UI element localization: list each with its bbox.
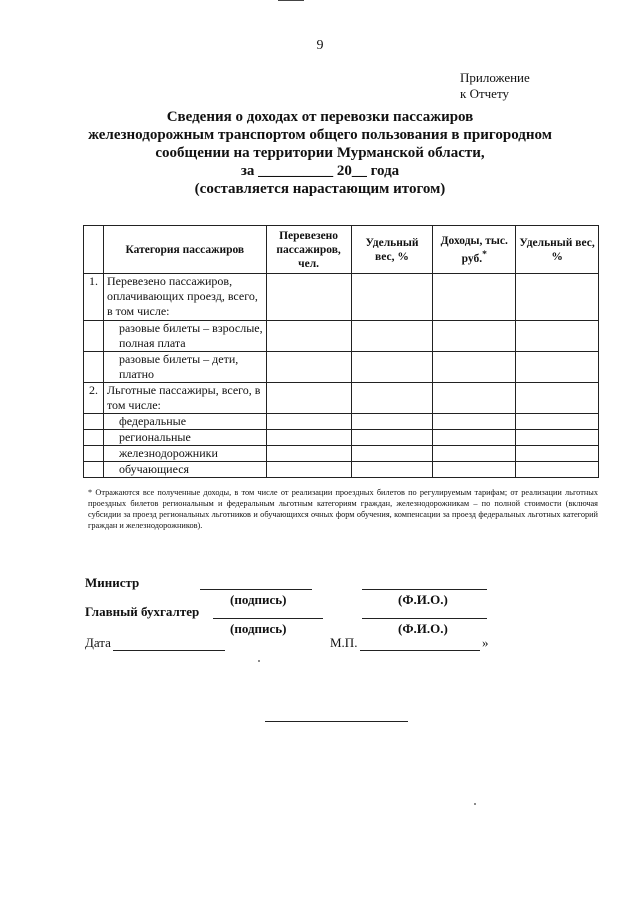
table-row [84,321,599,352]
scan-speck [474,803,476,805]
cell-income[interactable] [433,446,516,462]
cell-share-2[interactable] [516,274,599,321]
chief-accountant-label: Главный бухгалтер [85,604,200,619]
title-line-1: Сведения о доходах от перевозки пассажиров [166,109,474,125]
cell-income[interactable] [433,462,516,478]
stamp-label: М.П. [330,635,358,650]
cell-passengers[interactable] [266,274,351,321]
row-number [84,446,104,462]
appendix-line-2: к Отчету [460,86,509,101]
closing-quote: » [482,635,489,650]
row-label: региональные [103,430,266,446]
bottom-separator-line [265,721,408,722]
table-row [84,462,599,478]
appendix-line-1: Приложение [460,70,530,85]
cell-share-2[interactable] [516,414,599,430]
cell-income[interactable] [433,430,516,446]
stamp-line[interactable] [360,650,480,651]
cell-share-1[interactable] [351,321,433,352]
cell-passengers[interactable] [266,430,351,446]
row-number [84,430,104,446]
cell-passengers[interactable] [266,462,351,478]
table-row [84,430,599,446]
cell-income[interactable] [433,383,516,414]
row-label: обучающиеся [103,462,266,478]
page-number: 9 [316,38,324,53]
cell-share-2[interactable] [516,446,599,462]
row-number [84,352,104,383]
table-header-row [84,226,599,274]
accountant-signature-line[interactable] [213,618,323,619]
cell-share-1[interactable] [351,274,433,321]
row-number [84,321,104,352]
row-number: 2. [84,383,104,414]
table-row [84,352,599,383]
title-line-4: за __________ 20__ года [240,163,400,179]
title-line-3: сообщении на территории Мурманской области, [155,145,485,161]
minister-signature-line[interactable] [200,589,312,590]
row-number [84,414,104,430]
cell-share-1[interactable] [351,414,433,430]
table-row [84,414,599,430]
table-row [84,274,599,321]
scan-speck [258,660,260,662]
cell-passengers[interactable] [266,321,351,352]
row-number: 1. [84,274,104,321]
header-share-2: Удельный вес, % [516,226,599,274]
cell-passengers[interactable] [266,383,351,414]
date-line[interactable] [113,650,225,651]
cell-passengers[interactable] [266,414,351,430]
footnote: * Отражаются все полученные доходы, в том числе от реализации проездных билетов по регулируемым тарифам; от реализации льготных проездных билетов региональным и федеральным льготным категориям граждан, железнодорожникам – по полной стоимости (включая субсидии за проезд региональных льготников и обучающихся очных форм обучения, компенсации за проезд федеральных льготных категорий граждан и железнодорожников). [88,488,598,530]
minister-name-line[interactable] [362,589,487,590]
header-num [84,226,104,274]
cell-share-2[interactable] [516,352,599,383]
row-label: Льготные пассажиры, всего, в том числе: [103,383,266,414]
accountant-signature-caption: (подпись) [230,621,287,636]
table-row [84,446,599,462]
document-title [40,108,600,198]
cell-share-2[interactable] [516,383,599,414]
minister-signature-caption: (подпись) [230,592,287,607]
cell-income[interactable] [433,352,516,383]
accountant-name-line[interactable] [362,618,487,619]
header-passengers: Перевезено пассажиров, чел. [266,226,351,274]
cell-share-2[interactable] [516,321,599,352]
cell-share-1[interactable] [351,383,433,414]
row-label: разовые билеты – дети, платно [103,352,266,383]
cell-income[interactable] [433,274,516,321]
cell-passengers[interactable] [266,446,351,462]
income-footnote-mark: * [482,248,487,260]
header-category: Категория пассажиров [103,226,266,274]
cell-share-1[interactable] [351,462,433,478]
table-row [84,383,599,414]
row-label: Перевезено пассажиров, оплачивающих проезд, всего, в том числе: [103,274,266,321]
cell-share-2[interactable] [516,430,599,446]
accountant-name-caption: (Ф.И.О.) [398,621,448,636]
cell-income[interactable] [433,321,516,352]
row-label: федеральные [103,414,266,430]
row-number [84,462,104,478]
appendix-note [460,70,530,102]
date-label: Дата [85,635,111,650]
top-edge-line [278,0,304,1]
cell-income[interactable] [433,414,516,430]
cell-share-2[interactable] [516,462,599,478]
cell-share-1[interactable] [351,430,433,446]
minister-label: Министр [85,575,140,590]
cell-share-1[interactable] [351,352,433,383]
cell-passengers[interactable] [266,352,351,383]
income-table [83,225,599,478]
row-label: разовые билеты – взрослые, полная плата [103,321,266,352]
header-share-1: Удельный вес, % [351,226,433,274]
cell-share-1[interactable] [351,446,433,462]
header-income [433,226,516,274]
title-line-5: (составляется нарастающим итогом) [194,181,446,197]
minister-name-caption: (Ф.И.О.) [398,592,448,607]
title-line-2: железнодорожным транспортом общего пользования в пригородном [88,127,552,143]
row-label: железнодорожники [103,446,266,462]
header-income-text: Доходы, тыс. руб. [440,234,508,265]
